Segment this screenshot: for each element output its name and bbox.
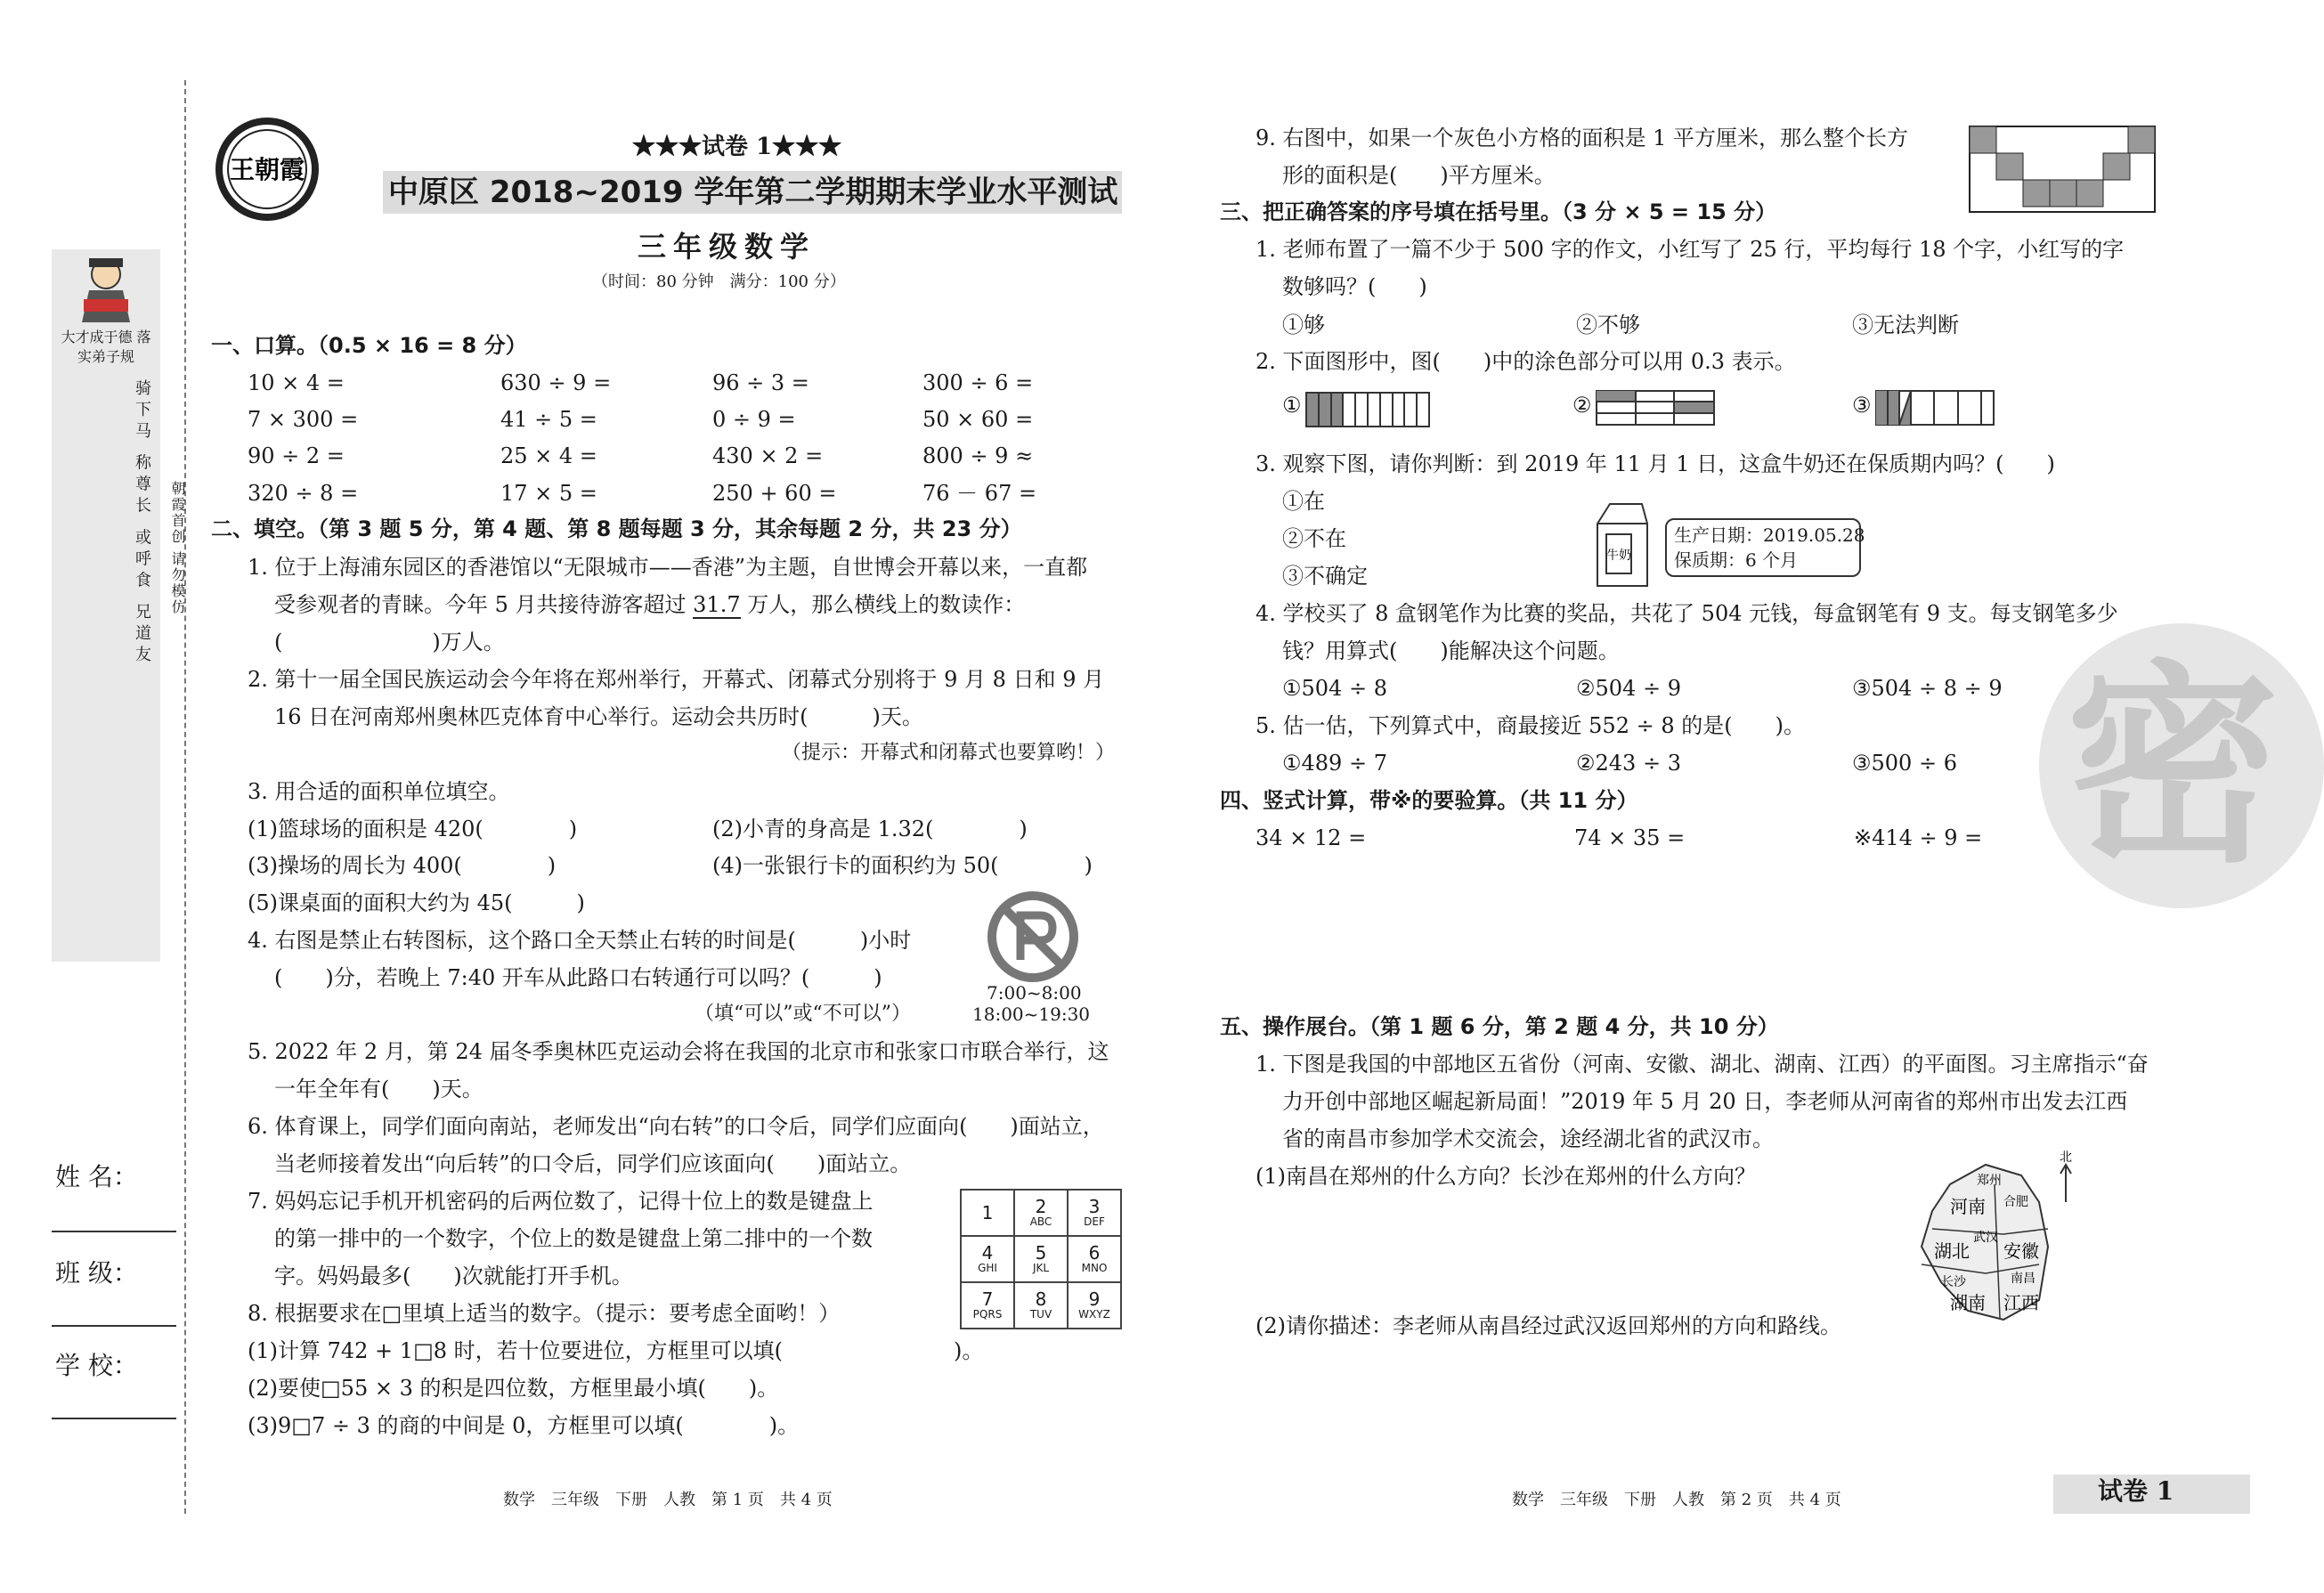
q1-item: 76 － 67 =: [922, 481, 1037, 506]
q2-7-line2: 的第一排中的一个数字，个位上的数是键盘上第二排中的一个数: [274, 1226, 873, 1251]
q3-1-opt: ③无法判断: [1852, 313, 1959, 337]
q3-1-opt: ①够: [1282, 313, 1325, 337]
q2-4-hint: （填“可以”或“不可以”）: [695, 1003, 911, 1025]
q2-7-line3: 字。妈妈最多( )次就能打开手机。: [274, 1264, 633, 1288]
q1-item: 41 ÷ 5 =: [500, 407, 597, 432]
q1-item: 90 ÷ 2 =: [248, 443, 345, 468]
q5-1-2: (2)请你描述：李老师从南昌经过武汉返回郑州的方向和路线。: [1255, 1313, 1841, 1338]
school-field[interactable]: [52, 1418, 176, 1419]
q3-5: 5. 估一估，下列算式中，商最接近 552 ÷ 8 的是( )。: [1255, 713, 1805, 738]
milk-carton-icon: [1590, 500, 1653, 589]
map-label: 长沙: [1941, 1275, 1966, 1289]
q3-4-line2: 钱？用算式( )能解决这个问题。: [1282, 638, 1620, 663]
q1-item: 300 ÷ 6 =: [922, 370, 1034, 395]
scholar-figure-icon: [77, 255, 135, 324]
q2-9-line1: 9. 右图中，如果一个灰色小方格的面积是 1 平方厘米，那么整个长方: [1255, 126, 1909, 150]
q3-1-opt: ②不够: [1576, 313, 1640, 337]
sign-time-2: 18:00~19:30: [972, 1004, 1091, 1025]
fold-note: 朝霞首创 请勿模仿: [169, 481, 186, 616]
q2-3-2: (2)小青的身高是 1.32( ): [712, 817, 1028, 841]
q1-item: 0 ÷ 9 =: [712, 407, 796, 432]
phone-keypad: [960, 1189, 1122, 1329]
q1-item: 25 × 4 =: [500, 443, 597, 468]
q3-4-line1: 4. 学校买了 8 盒钢笔作为比赛的奖品，共花了 504 元钱，每盒钢笔有 9 支。每支钢笔多少: [1255, 601, 2118, 626]
motto-row: 或呼食: [133, 528, 151, 593]
q4-item: 34 × 12 =: [1255, 825, 1367, 850]
q3-1-line2: 数够吗？( ): [1282, 274, 1427, 299]
q3-5-opt: ②243 ÷ 3: [1576, 751, 1681, 776]
milk-info-bubble: [1665, 518, 1865, 577]
q2-9-line2: 形的面积是( )平方厘米。: [1282, 163, 1556, 188]
q3-2-label: ②: [1572, 393, 1592, 418]
q2-2-line1: 2. 第十一届全国民族运动会今年将在郑州举行，开幕式、闭幕式分别将于 9 月 8 日和 9 月: [248, 667, 1105, 692]
q2-4-line2: ( )分，若晚上 7:40 开车从此路口右转通行可以吗？( ): [274, 965, 882, 990]
q1-item: 10 × 4 =: [248, 370, 345, 395]
footer-tag: 试卷 1: [2098, 1476, 2174, 1506]
exam-tag: ★★★试卷 1★★★: [632, 134, 842, 160]
motto-rows: [61, 379, 153, 949]
rectangle-grid-figure: [1968, 125, 2157, 214]
q3-2: 2. 下面图形中，图( )中的涂色部分可以用 0.3 表示。: [1255, 349, 1796, 374]
footer-left: 数学 三年级 下册 人教 第 1 页 共 4 页: [503, 1491, 833, 1509]
q1-item: 50 × 60 =: [922, 407, 1034, 432]
bar-figure-3: [1875, 390, 1995, 426]
map-label: 湖南: [1950, 1292, 1986, 1313]
q3-3-opt: ③不确定: [1282, 564, 1368, 589]
q4-item: ※414 ÷ 9 =: [1854, 825, 1983, 850]
keypad-key: 4 GHI: [961, 1236, 1014, 1282]
q1-item: 17 × 5 =: [500, 481, 597, 506]
map-label: 湖北: [1934, 1240, 1970, 1262]
fold-line: [184, 80, 186, 1514]
q2-8-2: (2)要使□55 × 3 的积是四位数，方框里最小填( )。: [248, 1376, 779, 1401]
school-label: 学 校：: [55, 1351, 138, 1380]
q2-3-5: (5)课桌面的面积大约为 45( ): [248, 890, 585, 915]
q1-item: 430 × 2 =: [712, 443, 824, 468]
q5-1-line1: 1. 下图是我国的中部地区五省份（河南、安徽、湖北、湖南、江西）的平面图。习主席指示“奋: [1255, 1052, 2149, 1077]
q2-6-line2: 当老师接着发出“向后转”的口令后，同学们应该面向( )面站立。: [274, 1151, 912, 1176]
q2-heading: 二、填空。（第 3 题 5 分，第 4 题、第 8 题每题 3 分，其余每题 2 分，共 23 分）: [211, 516, 1022, 541]
milk-production-date: 生产日期：2019.05.28: [1674, 524, 1865, 546]
q3-5-opt: ①489 ÷ 7: [1282, 751, 1387, 776]
q2-3-3: (3)操场的周长为 400( ): [248, 853, 557, 878]
keypad-key: 3 DEF: [1068, 1190, 1121, 1236]
q4-heading: 四、竖式计算，带※的要验算。（共 11 分）: [1220, 788, 1638, 813]
footer-right: 数学 三年级 下册 人教 第 2 页 共 4 页: [1512, 1491, 1841, 1509]
class-label: 班 级：: [55, 1258, 138, 1288]
q3-4-opt: ①504 ÷ 8: [1282, 676, 1387, 701]
q1-item: 7 × 300 =: [248, 407, 359, 432]
milk-shelf-life: 保质期：6 个月: [1674, 549, 1799, 571]
map-label: 安徽: [2003, 1240, 2039, 1262]
q2-4-line1: 4. 右图是禁止右转图标，这个路口全天禁止右转的时间是( )小时: [248, 928, 912, 953]
svg-text:牛奶: 牛奶: [1606, 549, 1631, 563]
q2-1-line2: 受参观者的青睐。今年 5 月共接待游客超过 31.7 万人，那么横线上的数读作：: [274, 592, 1026, 617]
q3-4-opt: ③504 ÷ 8 ÷ 9: [1852, 676, 2003, 701]
seal-char: 密: [2066, 640, 2280, 891]
q3-heading: 三、把正确答案的序号填在括号里。（3 分 × 5 = 15 分）: [1220, 199, 1777, 224]
exam-title: 中原区 2018~2019 学年第二学期期末学业水平测试: [388, 175, 1118, 210]
secret-seal-watermark: [2039, 623, 2324, 908]
q3-4-opt: ②504 ÷ 9: [1576, 676, 1681, 701]
q1-item: 800 ÷ 9 ≈: [922, 443, 1034, 468]
bar-figure-2: [1596, 390, 1715, 426]
subject-title: 三年级数学: [638, 230, 817, 264]
central-china-map: [1914, 1149, 2075, 1327]
name-field[interactable]: [52, 1231, 176, 1232]
map-label: 南昌: [2011, 1272, 2036, 1286]
keypad-key: 2 ABC: [1014, 1190, 1068, 1236]
motto-sidebar: [52, 249, 160, 962]
name-label: 姓 名：: [55, 1162, 138, 1191]
q2-2-hint: （提示：开幕式和闭幕式也要算哟！）: [782, 742, 1116, 764]
map-label: 河南: [1950, 1196, 1986, 1217]
bar-figure-1: [1305, 392, 1430, 427]
keypad-key: 7 PQRS: [961, 1282, 1014, 1329]
motto-title: 大才成于德 落实弟子规: [61, 329, 151, 365]
map-label: 武汉: [1973, 1231, 1998, 1245]
q5-1-1: (1)南昌在郑州的什么方向？长沙在郑州的什么方向？: [1255, 1164, 1756, 1189]
q3-2-label: ③: [1852, 393, 1872, 418]
q1-heading: 一、口算。（0.5 × 16 = 8 分）: [211, 333, 527, 358]
q2-5-line2: 一年全年有( )天。: [274, 1077, 483, 1101]
q1-item: 250 + 60 =: [712, 481, 837, 506]
q2-8-3: (3)9□7 ÷ 3 的商的中间是 0，方框里可以填( )。: [248, 1413, 800, 1438]
motto-row: 骑下马: [133, 379, 151, 443]
q2-3: 3. 用合适的面积单位填空。: [248, 779, 510, 804]
q3-2-label: ①: [1282, 393, 1302, 418]
q2-3-1: (1)篮球场的面积是 420( ): [248, 817, 578, 841]
no-right-turn-sign-icon: [987, 890, 1079, 983]
q2-8: 8. 根据要求在□里填上适当的数字。（提示：要考虑全面哟！）: [248, 1301, 841, 1326]
q3-5-opt: ③500 ÷ 6: [1852, 751, 1957, 776]
q2-6-line1: 6. 体育课上，同学们面向南站，老师发出“向右转”的口令后，同学们应面向( )面站立，: [248, 1114, 1104, 1139]
q2-5-line1: 5. 2022 年 2 月，第 24 届冬季奥林匹克运动会将在我国的北京市和张家口市联合举行，这: [248, 1039, 1109, 1064]
map-north-label: 北: [2060, 1150, 2072, 1165]
q2-8-1: (1)计算 742 + 1□8 时，若十位要进位，方框里可以填( )。: [248, 1338, 984, 1363]
q5-heading: 五、操作展台。（第 1 题 6 分，第 2 题 4 分，共 10 分）: [1220, 1014, 1779, 1039]
q2-1-line1: 1. 位于上海浦东园区的香港馆以“无限城市——香港”为主题，自世博会开幕以来，一直都: [248, 555, 1088, 580]
q3-3: 3. 观察下图，请你判断：到 2019 年 11 月 1 日，这盒牛奶还在保质期内吗？( ): [1255, 451, 2055, 476]
q1-item: 320 ÷ 8 =: [248, 481, 359, 506]
logo-text: 王朝霞: [229, 155, 305, 184]
q5-1-line2: 力开创中部地区崛起新局面！”2019 年 5 月 20 日，李老师从河南省的郑州市出发去江西: [1282, 1089, 2128, 1114]
q3-3-opt: ②不在: [1282, 526, 1346, 551]
time-info: （时间：80 分钟 满分：100 分）: [592, 272, 846, 291]
brand-logo-icon: [214, 116, 321, 223]
map-label: 江西: [2003, 1292, 2039, 1313]
q2-7-line1: 7. 妈妈忘记手机开机密码的后两位数了，记得十位上的数是键盘上: [248, 1189, 874, 1214]
keypad-key: 1: [961, 1190, 1014, 1236]
map-label: 郑州: [1977, 1174, 2002, 1188]
keypad-key: 8 TUV: [1014, 1282, 1068, 1329]
map-label: 合肥: [2003, 1195, 2028, 1209]
q1-item: 630 ÷ 9 =: [500, 370, 612, 395]
q2-3-4: (4)一张银行卡的面积约为 50( ): [712, 853, 1093, 878]
q3-3-opt: ①在: [1282, 489, 1325, 514]
keypad-key: 6 MNO: [1068, 1236, 1121, 1282]
sign-time-1: 7:00~8:00: [987, 982, 1082, 1004]
q3-1-line1: 1. 老师布置了一篇不少于 500 字的作文，小红写了 25 行，平均每行 18 个字，小红写的字: [1255, 237, 2125, 262]
q5-1-line3: 省的南昌市参加学术交流会，途经湖北省的武汉市。: [1282, 1126, 1774, 1151]
q2-1-line3: ( )万人。: [274, 630, 505, 654]
q2-2-line2: 16 日在河南郑州奥林匹克体育中心举行。运动会共历时( )天。: [274, 704, 923, 729]
q1-item: 96 ÷ 3 =: [712, 370, 809, 395]
class-field[interactable]: [52, 1325, 176, 1327]
motto-row: 兄道友: [133, 603, 151, 668]
motto-row: 称尊长: [133, 453, 151, 518]
q4-item: 74 × 35 =: [1574, 825, 1686, 850]
keypad-key: 9 WXYZ: [1068, 1282, 1121, 1329]
keypad-key: 5 JKL: [1014, 1236, 1068, 1282]
